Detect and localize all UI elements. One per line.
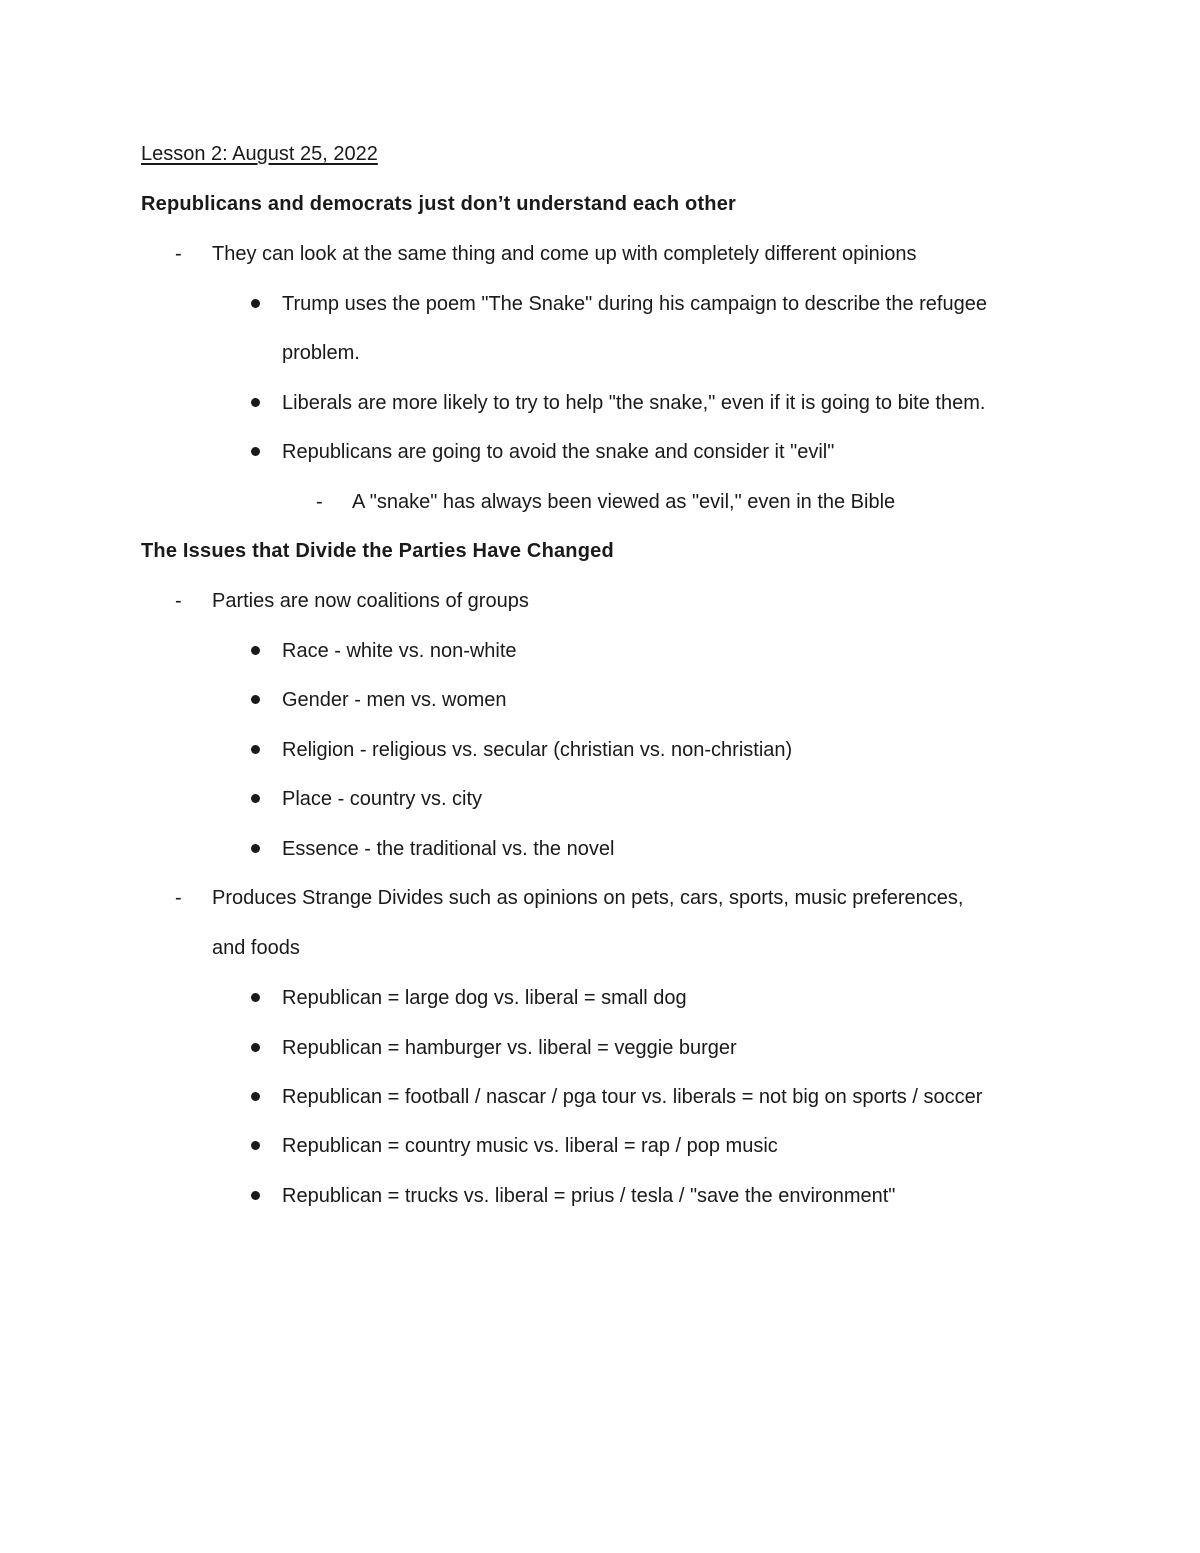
list-item: Republican = country music vs. liberal = rap / pop music — [282, 1135, 778, 1157]
dash-marker: - — [316, 491, 323, 513]
dash-marker: - — [175, 590, 182, 612]
list-item: A "snake" has always been viewed as "evil," even in the Bible — [352, 491, 896, 513]
bullet-icon — [251, 794, 260, 803]
bullet-icon — [251, 844, 260, 853]
bullet-icon — [251, 695, 260, 704]
list-item: They can look at the same thing and come up with completely different opinions — [212, 243, 917, 265]
bullet-icon — [251, 299, 260, 308]
list-item: Race - white vs. non-white — [282, 640, 517, 662]
dash-marker: - — [175, 887, 182, 909]
bullet-icon — [251, 1043, 260, 1052]
list-item: Trump uses the poem "The Snake" during his campaign to describe the refugee — [282, 293, 987, 315]
list-item: Religion - religious vs. secular (christian vs. non-christian) — [282, 739, 793, 761]
list-item: Gender - men vs. women — [282, 689, 507, 711]
bullet-icon — [251, 398, 260, 407]
page-title: Lesson 2: August 25, 2022 — [141, 143, 378, 165]
list-item: Republican = football / nascar / pga tour vs. liberals = not big on sports / soccer — [282, 1086, 983, 1108]
list-item: Liberals are more likely to try to help "the snake," even if it is going to bite them. — [282, 392, 986, 414]
list-item-continuation: problem. — [282, 342, 360, 364]
list-item: Republicans are going to avoid the snake and consider it "evil" — [282, 441, 835, 463]
bullet-icon — [251, 1092, 260, 1101]
list-item: Republican = trucks vs. liberal = prius / tesla / "save the environment" — [282, 1185, 896, 1207]
bullet-icon — [251, 646, 260, 655]
list-item: Produces Strange Divides such as opinions on pets, cars, sports, music preferences, — [212, 887, 964, 909]
list-item: Essence - the traditional vs. the novel — [282, 838, 615, 860]
section-heading: Republicans and democrats just don’t understand each other — [141, 193, 737, 215]
bullet-icon — [251, 745, 260, 754]
bullet-icon — [251, 993, 260, 1002]
dash-marker: - — [175, 243, 182, 265]
list-item: Republican = large dog vs. liberal = small dog — [282, 987, 687, 1009]
list-item: Parties are now coalitions of groups — [212, 590, 529, 612]
section-heading: The Issues that Divide the Parties Have Changed — [141, 540, 614, 562]
bullet-icon — [251, 1191, 260, 1200]
bullet-icon — [251, 447, 260, 456]
list-item: Place - country vs. city — [282, 788, 483, 810]
list-item-continuation: and foods — [212, 937, 300, 959]
bullet-icon — [251, 1141, 260, 1150]
list-item: Republican = hamburger vs. liberal = veggie burger — [282, 1037, 737, 1059]
